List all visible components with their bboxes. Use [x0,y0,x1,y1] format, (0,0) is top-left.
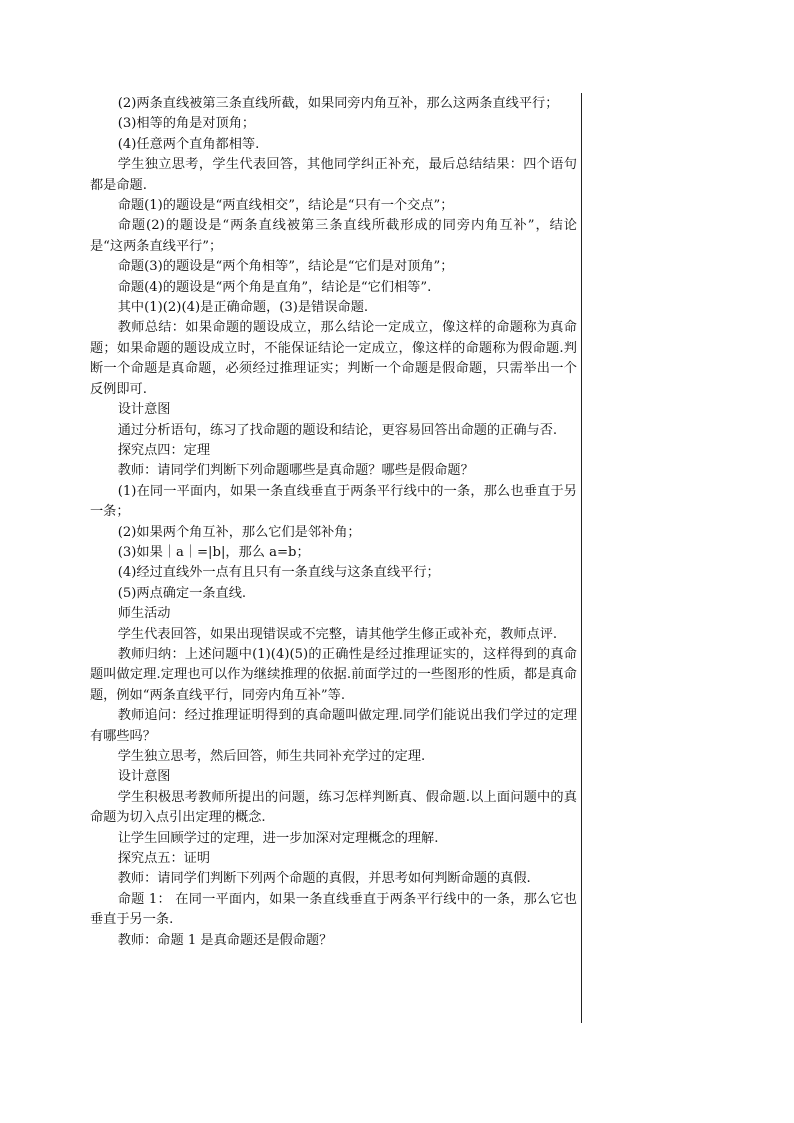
section-heading: 探究点四：定理 [117,442,211,458]
paragraph: 教师：请同学们判断下列两个命题的真假，并思考如何判断命题的真假. [117,871,531,887]
paragraph: (2)如果两个角互补，那么它们是邻补角； [117,524,361,540]
paragraph: 通过分析语句，练习了找命题的题设和结论，更容易回答出命题的正确与否. [117,422,558,438]
paragraph: 教师总结：如果命题的题设成立，那么结论一定成立，像这样的命题称为真命题；如果命题的题设成立时，不能保证结论一定成立，像这样的命题称为假命题.判断一个命题是真命题，必须经过推理证实；判断一个命题是假命题，只需举出一个反例即可. [90,320,577,397]
paragraph: 学生积极思考教师所提出的问题，练习怎样判断真、假命题.以上面问题中的真命题为切入点引出定理的概念. [90,789,577,826]
paragraph: (3)如果｜a｜=|b|，那么 a=b； [117,544,310,560]
document-body [90,94,577,951]
section-heading: 设计意图 [117,769,171,785]
table-border-line [581,93,582,1023]
paragraph: 让学生回顾学过的定理，进一步加深对定理概念的理解. [117,830,439,846]
paragraph: (2)两条直线被第三条直线所截，如果同旁内角互补，那么这两条直线平行； [117,96,559,111]
paragraph: 教师：请同学们判断下列命题哪些是真命题？哪些是假命题？ [117,463,474,479]
paragraph: (5)两点确定一条直线. [117,585,247,601]
paragraph: 命题(3)的题设是“两个角相等”，结论是“它们是对顶角”； [117,259,454,275]
paragraph: (1)在同一平面内，如果一条直线垂直于两条平行线中的一条，那么也垂直于另一条； [90,483,577,520]
paragraph: 命题(1)的题设是“两直线相交”，结论是“只有一个交点”； [117,198,454,214]
section-heading: 探究点五：证明 [117,851,211,867]
paragraph: 教师归纳：上述问题中(1)(4)(5)的正确性是经过推理证实的，这样得到的真命题叫做定理.定理也可以作为继续推理的依据.前面学过的一些图形的性质，都是真命题，例如“两条直线平行，同旁内角互补”等. [90,646,577,703]
section-heading: 设计意图 [117,402,171,418]
paragraph: (4)任意两个直角都相等. [117,136,260,152]
paragraph: 其中(1)(2)(4)是正确命题，(3)是错误命题. [117,300,369,316]
paragraph: 命题 1： 在同一平面内，如果一条直线垂直于两条平行线中的一条，那么它也垂直于另一条. [90,891,577,928]
section-heading: 师生活动 [117,606,171,622]
paragraph: 教师：命题 1 是真命题还是假命题？ [117,932,333,948]
paragraph: 学生代表回答，如果出现错误或不完整，请其他学生修正或补充，教师点评. [117,626,558,642]
paragraph: (3)相等的角是对顶角； [117,116,256,132]
paragraph: 命题(4)的题设是“两个角是直角”，结论是“它们相等”. [117,279,432,295]
paragraph: (4)经过直线外一点有且只有一条直线与这条直线平行； [117,565,440,581]
paragraph: 学生独立思考，学生代表回答，其他同学纠正补充，最后总结结果：四个语句都是命题. [90,157,577,193]
paragraph: 学生独立思考，然后回答，师生共同补充学过的定理. [117,749,426,764]
paragraph: 命题(2)的题设是“两条直线被第三条直线所截形成的同旁内角互补”，结论是“这两条直线平行”； [90,218,577,254]
paragraph: 教师追问：经过推理证明得到的真命题叫做定理.同学们能说出我们学过的定理有哪些吗？ [90,708,577,744]
